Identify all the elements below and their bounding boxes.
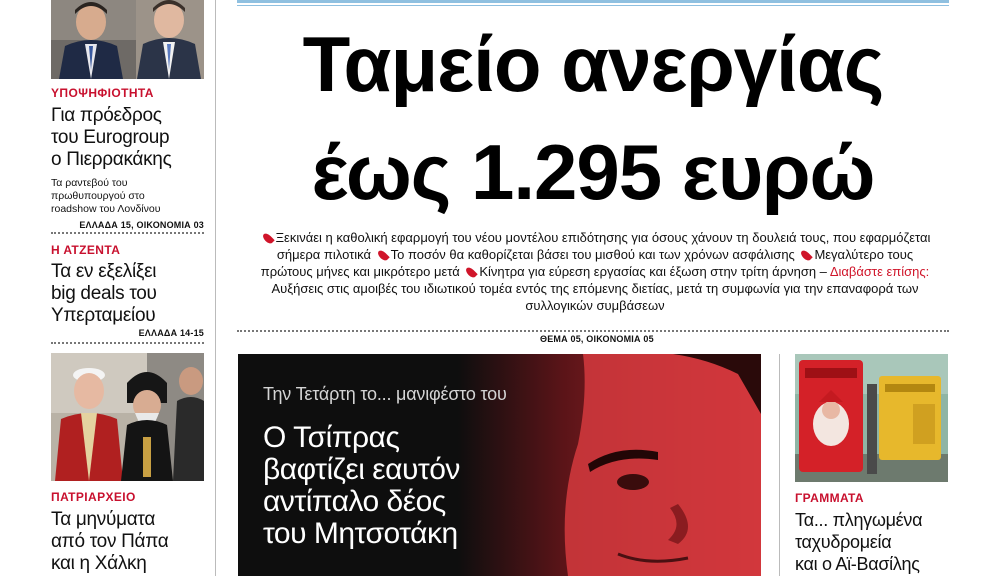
story1-kicker: ΥΠΟΨΗΦΙΟΤΗΤΑ [51,86,154,100]
politicians-photo [51,0,204,79]
main-lead: Ξεκινάει η καθολική εφαρμογή του νέου μοντέλου επιδότησης για όσους χάνουν τη δουλειά τους, που εφαρμόζεται σήμερα πιλοτικά Το ποσόν θα καθορίζεται βάσει του μισθού και των χρόνων ασφάλισης Μεγαλύτερο τους πρώτους μήνες και μικρότερο μετά Κίνητρα για εύρεση εργασίας και έξωση στην τρίτη άρνηση – Διαβάστε επίσης: Αυξήσεις στις αμοιβές του ιδιωτικού τομέα εντός της επόμενης διετίας, μετά τη συμφωνία για την επαναφορά των συλλογικών συμβάσεων [260,230,931,313]
main-headline-line2[interactable]: έως 1.295 ευρώ [311,128,875,216]
red-marker-icon [261,232,274,245]
red-marker-icon [376,249,389,262]
mailboxes-photo [795,354,948,482]
column-rule [215,0,216,576]
main-headline-line1[interactable]: Ταμείο ανεργίας [302,20,884,108]
story1-page-ref: ΕΛΛΑΔΑ 15, ΟΙΚΟΝΟΜΙΑ 03 [79,220,204,230]
story3-kicker: ΠΑΤΡΙΑΡΧΕΙΟ [51,490,136,504]
red-marker-icon [800,249,813,262]
story1-summary: Τα ραντεβού του πρωθυπουργού στο roadshow του Λονδίνου [51,177,161,215]
right-kicker: ΓΡΑΜΜΑΤΑ [795,491,864,505]
story2-headline[interactable]: Τα εν εξελίξει big deals του Υπερταμείου [51,261,157,326]
feature-kicker: Την Τετάρτη το... μανιφέστο του [263,384,507,404]
left-column [0,0,214,576]
story2-kicker: Η ΑΤΖΕΝΤΑ [51,243,121,257]
right-headline[interactable]: Τα... πληγωμένα ταχυδρομεία και ο Αϊ-Βασίλης [795,510,923,574]
story1-headline[interactable]: Για πρόεδρος του Eurogroup ο Πιερρακάκης [51,105,172,170]
top-rule-thin [237,5,949,6]
story3-headline[interactable]: Τα μηνύματα από τον Πάπα και η Χάλκη [51,509,169,574]
pope-patriarch-photo [51,353,204,481]
divider [237,330,949,332]
red-marker-icon [465,266,478,279]
story2-page-ref: ΕΛΛΑΔΑ 14-15 [138,328,204,338]
read-also-label: Διαβάστε επίσης: [829,264,930,279]
column-rule [779,354,780,576]
divider [51,342,204,344]
feature-story[interactable] [238,354,761,576]
divider [51,232,204,234]
main-page-ref: ΘΕΜΑ 05, ΟΙΚΟΝΟΜΙΑ 05 [540,334,654,344]
feature-headline: Ο Τσίπρας βαφτίζει εαυτόν αντίπαλο δέος του Μητσοτάκη [263,421,460,550]
top-rule [237,0,949,3]
